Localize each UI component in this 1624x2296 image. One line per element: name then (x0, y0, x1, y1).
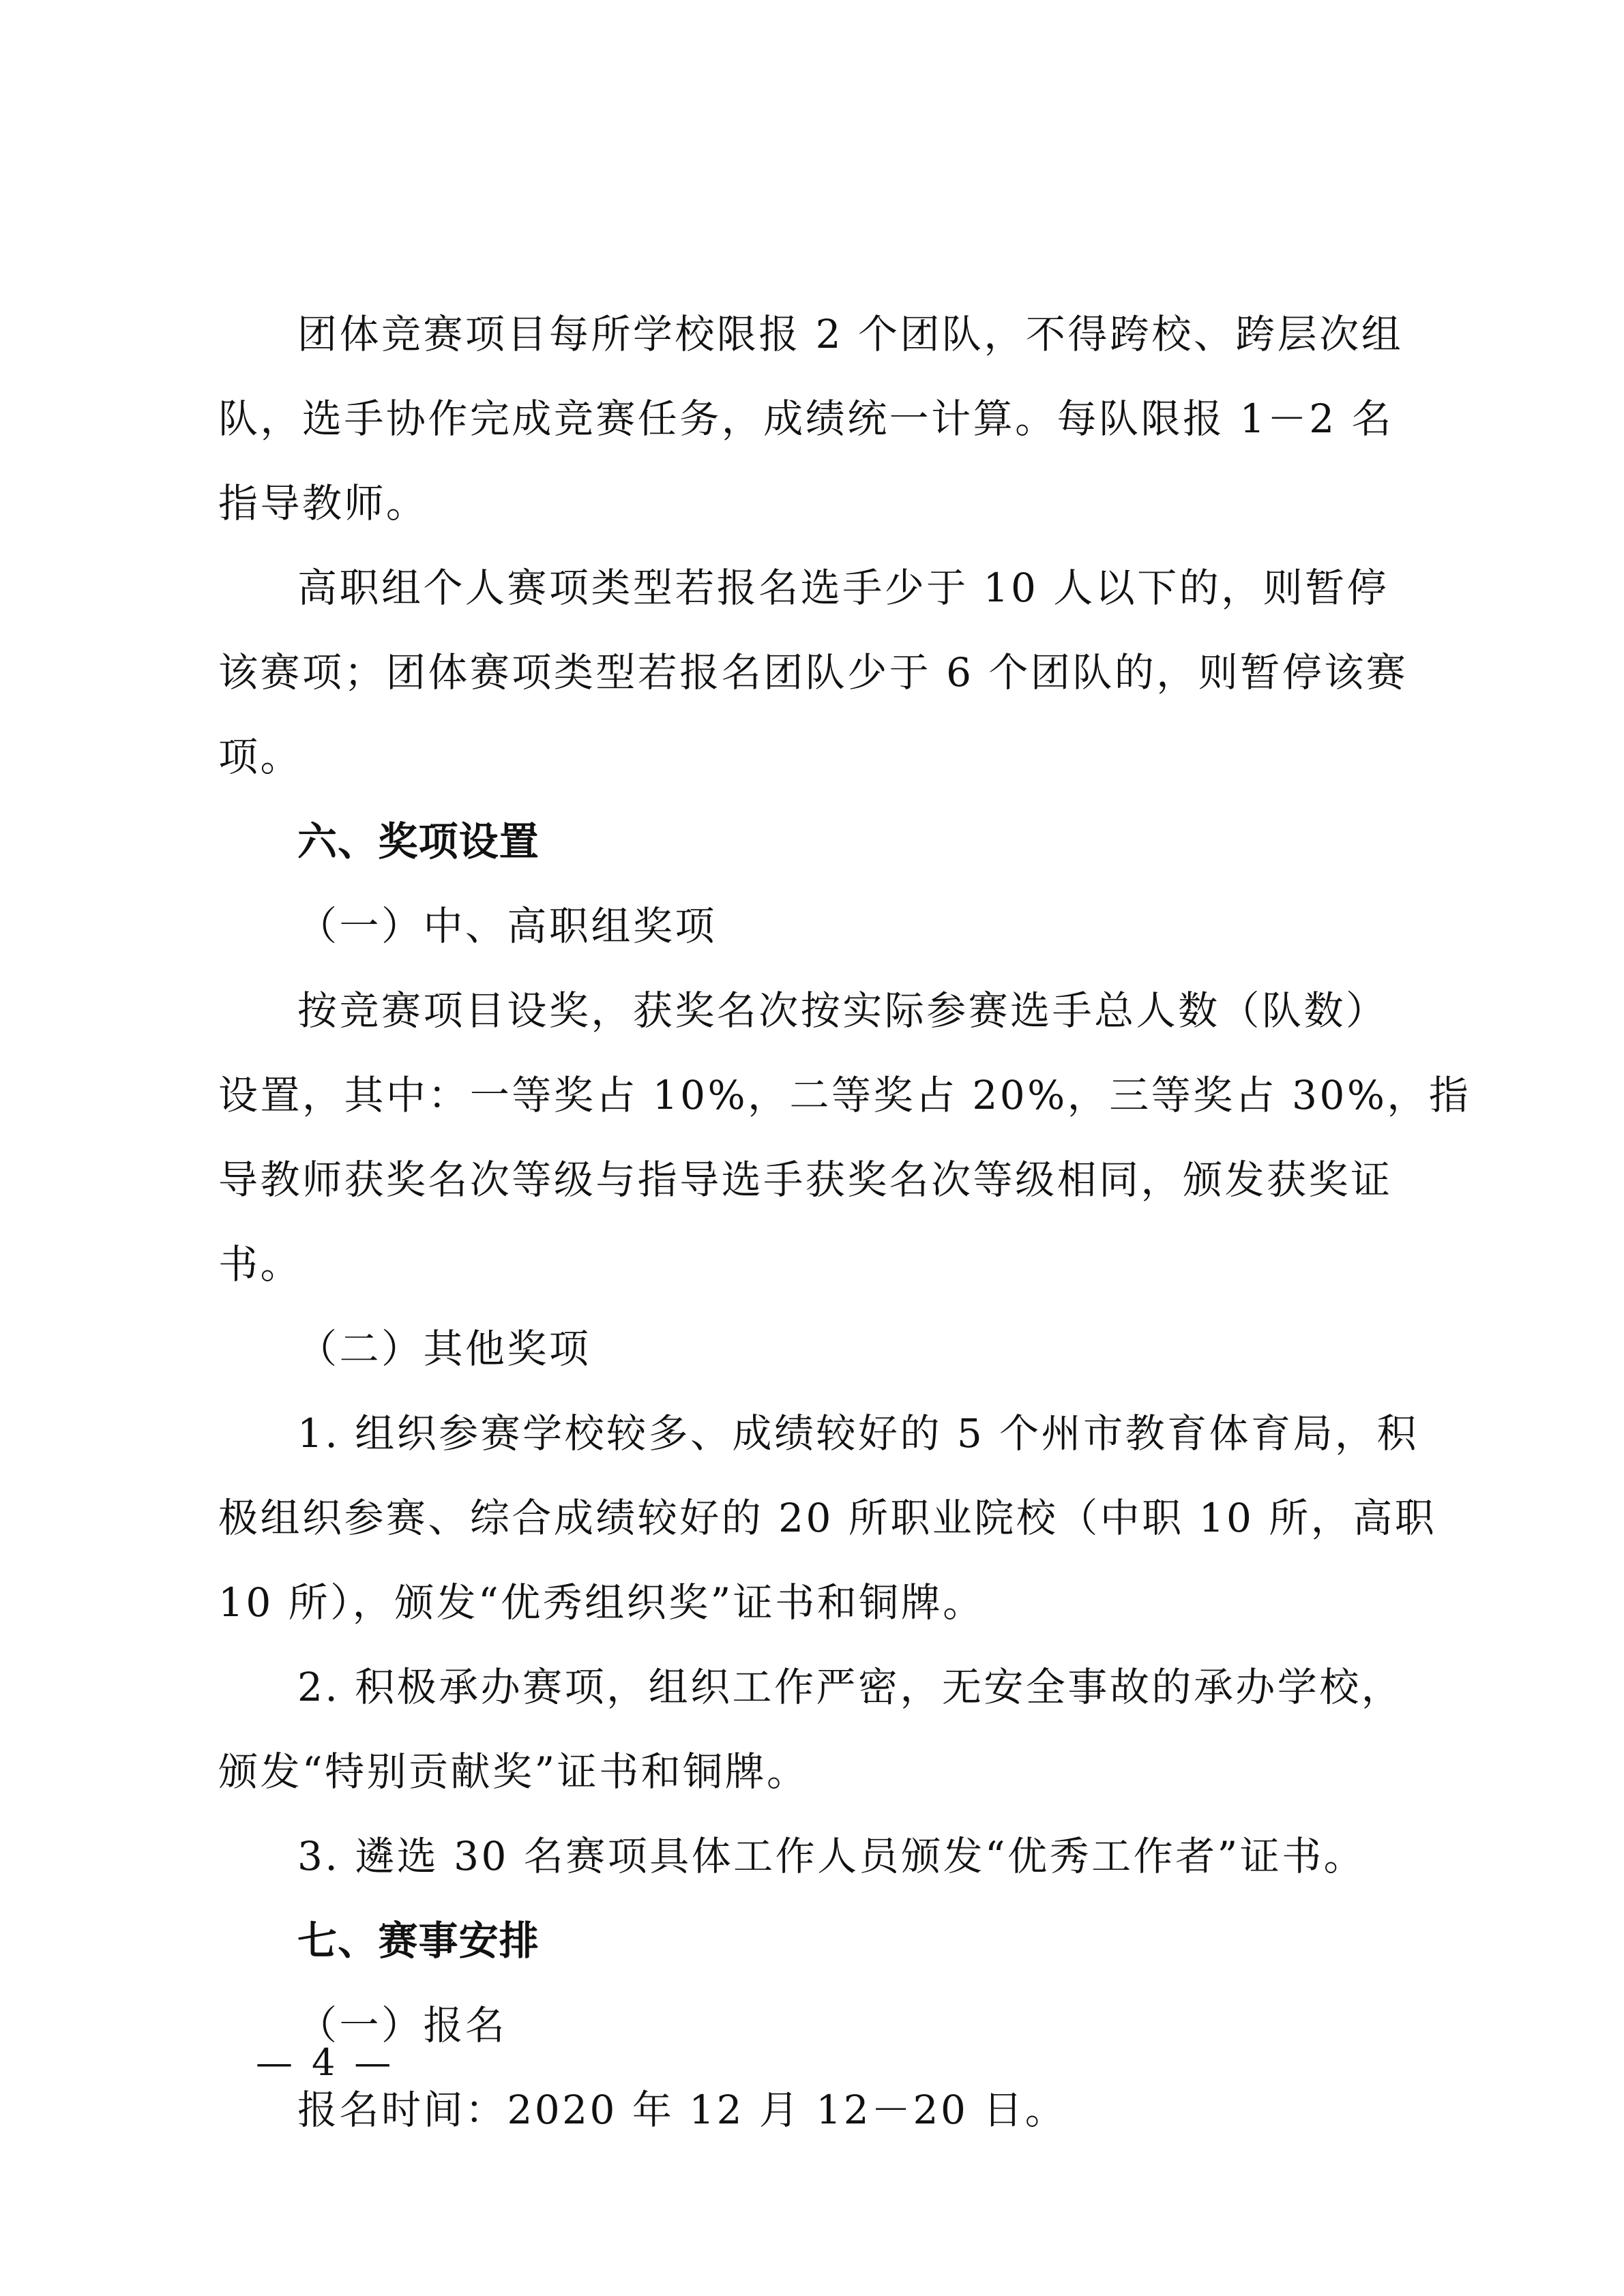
text-line: 团体竞赛项目每所学校限报 2 个团队，不得跨校、跨层次组 (297, 311, 1404, 357)
section-heading-awards: 六、奖项设置 (297, 818, 540, 865)
text-line: 高职组个人赛项类型若报名选手少于 10 人以下的，则暂停 (297, 565, 1389, 611)
subheading-registration: （一）报名 (297, 2002, 507, 2048)
page-number: — 4 — (256, 2041, 395, 2084)
text-line: 项。 (218, 734, 302, 780)
text-line: 导教师获奖名次等级与指导选手获奖名次等级相同，颁发获奖证 (218, 1157, 1393, 1203)
text-line: 3. 遴选 30 名赛项具体工作人员颁发“优秀工作者”证书。 (297, 1833, 1366, 1879)
text-line: 按竞赛项目设奖，获奖名次按实际参赛选手总人数（队数） (297, 987, 1388, 1034)
paragraph-team-registration (218, 292, 1432, 546)
text-line: 极组织参赛、综合成绩较好的 20 所职业院校（中职 10 所，高职 (218, 1495, 1437, 1541)
text-line: 该赛项；团体赛项类型若报名团队少于 6 个团队的，则暂停该赛 (218, 649, 1408, 696)
document-body (218, 292, 1471, 2152)
list-item-organization-award (218, 1391, 1437, 1645)
text-line: 队，选手协作完成竞赛任务，成绩统一计算。每队限报 1－2 名 (218, 396, 1394, 442)
paragraph-award-ratios (218, 968, 1471, 1307)
subheading-vocational-awards: （一）中、高职组奖项 (297, 903, 717, 949)
section-heading-schedule: 七、赛事安排 (297, 1918, 540, 1964)
text-line: 颁发“特别贡献奖”证书和铜牌。 (218, 1748, 809, 1795)
text-line: 2. 积极承办赛项，组织工作严密，无安全事故的承办学校， (297, 1664, 1404, 1710)
paragraph-registration-time: 报名时间：2020 年 12 月 12－20 日。 (297, 2087, 1067, 2133)
paragraph-event-suspension (218, 546, 1432, 799)
text-line: 设置，其中：一等奖占 10%，二等奖占 20%，三等奖占 30%，指 (218, 1072, 1471, 1118)
subheading-other-awards: （二）其他奖项 (297, 1326, 591, 1372)
text-line: 10 所），颁发“优秀组织奖”证书和铜牌。 (218, 1579, 985, 1626)
text-line: 1. 组织参赛学校较多、成绩较好的 5 个州市教育体育局，积 (297, 1410, 1419, 1457)
list-item-contribution-award (218, 1645, 1432, 1814)
text-line: 书。 (218, 1241, 302, 1287)
list-item-worker-award (218, 1814, 1432, 1898)
text-line: 指导教师。 (218, 480, 428, 526)
